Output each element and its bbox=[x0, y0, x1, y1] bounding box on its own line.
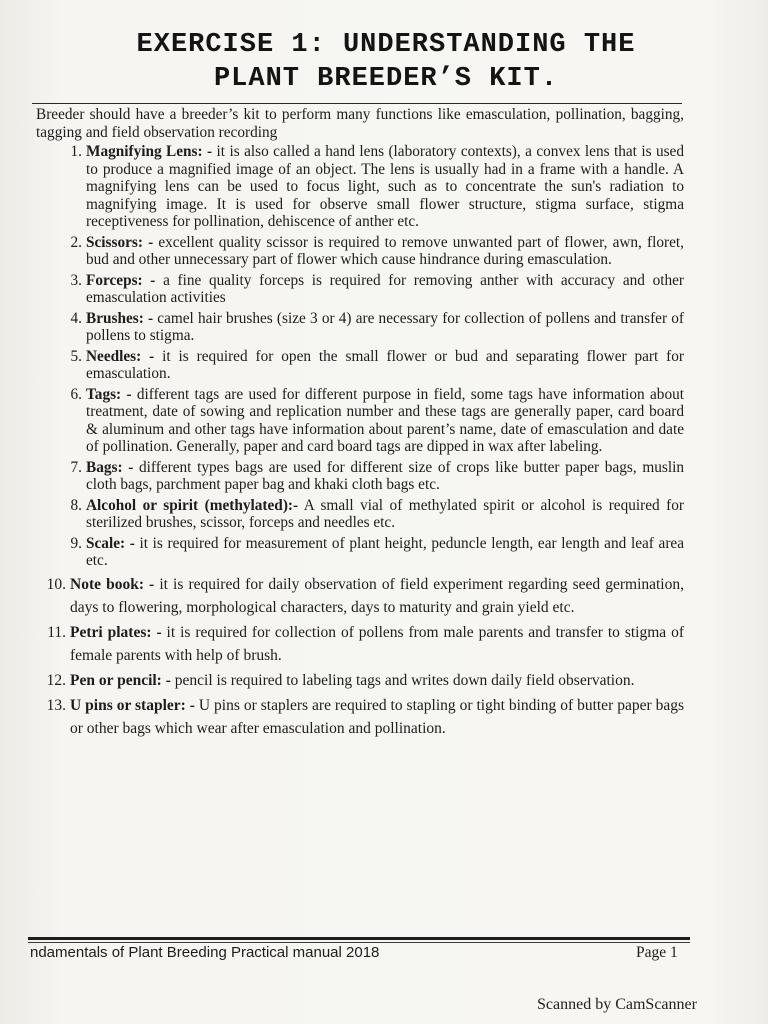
item-name: Pen or pencil: - bbox=[70, 671, 171, 689]
exercise-title bbox=[36, 28, 736, 96]
item-name: Bags: - bbox=[86, 458, 134, 476]
item-text: different tags are used for different purpose in field, some tags have information about treatment, date of sowing and replication number and these tags are generally paper, card board & aluminum and other tags have information about parent’s name, date of emasculation and date of pollination. Generally, paper and card board tags are dipped in wax after labeling. bbox=[86, 385, 684, 455]
item-number: 2. bbox=[70, 233, 82, 251]
page-number: Page 1 bbox=[636, 944, 678, 961]
item-number: 1. bbox=[70, 143, 82, 160]
list-item bbox=[34, 535, 684, 570]
item-number: 3. bbox=[70, 271, 82, 289]
title-line-2: PLANT BREEDER’S KIT. bbox=[213, 64, 559, 94]
item-number: 7. bbox=[70, 458, 82, 476]
item-name: Note book: - bbox=[70, 575, 155, 593]
list-item bbox=[34, 669, 684, 692]
item-number: 8. bbox=[70, 496, 82, 514]
item-text: a fine quality forceps is required for removing anther with accuracy and other emasculation activities bbox=[86, 271, 685, 306]
item-name: Scissors: - bbox=[86, 233, 154, 251]
item-text: camel hair brushes (size 3 or 4) are necessary for collection of pollens and transfer of pollens to stigma. bbox=[86, 309, 684, 344]
footer-divider-thin bbox=[28, 942, 690, 943]
item-number: 10. bbox=[46, 575, 66, 593]
item-number: 9. bbox=[70, 534, 82, 552]
item-name: Brushes: - bbox=[86, 309, 154, 327]
item-text: U pins or staplers are required to stapling or tight binding of butter paper bags or other bags which wear after emasculation and pollination. bbox=[70, 696, 684, 737]
list-item bbox=[34, 272, 684, 307]
item-name: Alcohol or spirit (methylated):- bbox=[86, 496, 299, 514]
item-number: 6. bbox=[70, 385, 82, 403]
item-name: Tags: - bbox=[86, 385, 132, 403]
item-number: 5. bbox=[70, 347, 82, 365]
list-item bbox=[34, 459, 684, 494]
document-body bbox=[34, 106, 684, 742]
list-item bbox=[34, 143, 684, 231]
kit-list bbox=[34, 143, 684, 740]
item-text: excellent quality scissor is required to remove unwanted part of flower, awn, floret, bud and other unnecessary part of flower which cause hindrance during emasculation. bbox=[86, 233, 684, 268]
item-text: it is also called a hand lens (laboratory contexts), a convex lens that is used to produce a magnified image of an object. The lens is usually had in a frame with a handle. A magnifying lens can be used to focus light, such as to concentrate the sun's radiation to magnifying image. It is used for observe small flower structure, stigma surface, stigma receptiveness for pollination, dehiscence of anther etc. bbox=[86, 143, 684, 230]
item-number: 11. bbox=[47, 623, 66, 641]
list-item bbox=[34, 694, 684, 740]
list-item bbox=[34, 497, 684, 532]
item-text: A small vial of methylated spirit or alcohol is required for sterilized brushes, scissor, forceps and needles etc. bbox=[86, 496, 684, 531]
item-text: different types bags are used for different size of crops like butter paper bags, muslin cloth bags, parchment paper bag and khaki cloth bags etc. bbox=[86, 458, 684, 493]
title-line-1: EXERCISE 1: UNDERSTANDING THE bbox=[136, 30, 636, 60]
title-divider bbox=[32, 103, 682, 104]
scanner-watermark: Scanned by CamScanner bbox=[537, 996, 697, 1013]
item-number: 4. bbox=[70, 309, 82, 327]
list-item bbox=[34, 386, 684, 456]
item-number: 13. bbox=[46, 696, 66, 714]
item-name: U pins or stapler: - bbox=[70, 696, 195, 714]
item-name: Scale: - bbox=[86, 534, 135, 552]
item-text: it is required for daily observation of field experiment regarding seed germination, days to flowering, morphological characters, days to maturity and grain yield etc. bbox=[70, 575, 684, 616]
footer-divider-thick bbox=[28, 937, 690, 940]
item-text: it is required for open the small flower or bud and separating flower part for emasculation. bbox=[86, 347, 685, 382]
list-item bbox=[34, 621, 684, 667]
item-name: Forceps: - bbox=[86, 271, 156, 289]
list-item bbox=[34, 348, 684, 383]
footer-manual-title: ndamentals of Plant Breeding Practical manual 2018 bbox=[30, 944, 380, 961]
list-item bbox=[34, 573, 684, 619]
intro-paragraph: Breeder should have a breeder’s kit to perform many functions like emasculation, pollination, bagging, tagging and field observation recording bbox=[36, 106, 684, 141]
item-name: Petri plates: - bbox=[70, 623, 162, 641]
list-item bbox=[34, 310, 684, 345]
item-name: Magnifying Lens: - bbox=[86, 143, 213, 160]
item-text: pencil is required to labeling tags and writes down daily field observation. bbox=[170, 671, 635, 689]
list-item bbox=[34, 234, 684, 269]
item-text: it is required for measurement of plant height, peduncle length, ear length and leaf area etc. bbox=[86, 534, 684, 569]
item-name: Needles: - bbox=[86, 347, 155, 365]
item-text: it is required for collection of pollens from male parents and transfer to stigma of female parents with help of brush. bbox=[70, 623, 684, 664]
item-number: 12. bbox=[46, 671, 66, 689]
